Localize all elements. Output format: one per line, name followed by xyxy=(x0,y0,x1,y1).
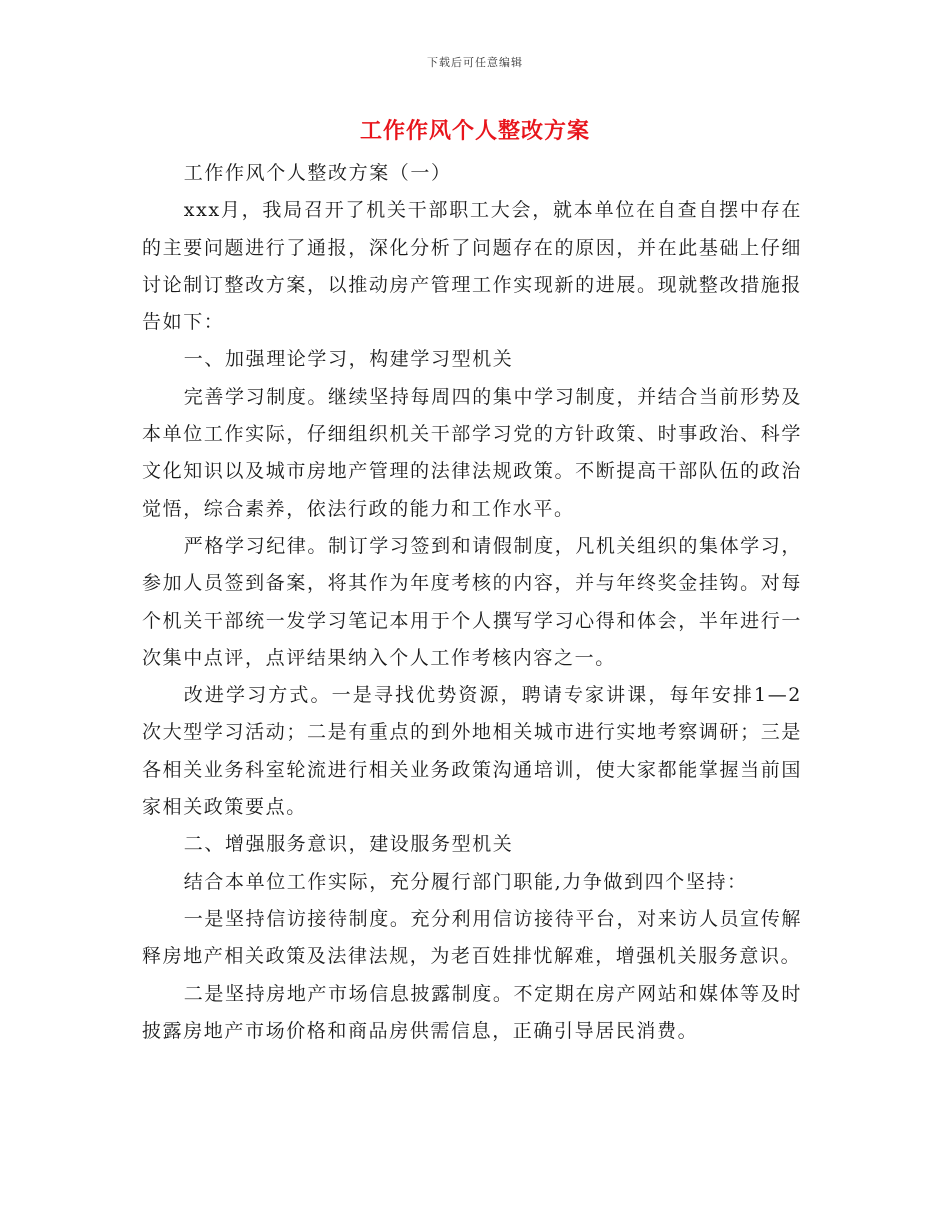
paragraph-intro: xxx月，我局召开了机关干部职工大会，就本单位在自查自摆中存在的主要问题进行了通报，深化分析了问题存在的原因，并在此基础上仔细讨论制订整改方案，以推动房产管理工作实现新的进展。现就整改措施报告如下： xyxy=(142,199,802,334)
section-heading-1: 一、加强理论学习，构建学习型机关 xyxy=(183,348,514,371)
paragraph-study-method: 改进学习方式。一是寻找优势资源，聘请专家讲课，每年安排1—2次大型学习活动；二是有重点的到外地相关城市进行实地考察调研；三是各相关业务科室轮流进行相关业务政策沟通培训，使大家都能掌握当前国家相关政策要点。 xyxy=(142,684,802,819)
document-title: 工作作风个人整改方案 xyxy=(359,118,590,144)
paragraph-disclosure: 二是坚持房地产市场信息披露制度。不定期在房产网站和媒体等及时披露房地产市场价格和商品房供需信息，正确引导居民消费。 xyxy=(142,982,802,1042)
paragraph-study-discipline: 严格学习纪律。制订学习签到和请假制度，凡机关组织的集体学习，参加人员签到备案，将其作为年度考核的内容，并与年终奖金挂钩。对每个机关干部统一发学习笔记本用于个人撰写学习心得和体会，半年进行一次集中点评，点评结果纳入个人工作考核内容之一。 xyxy=(142,534,802,669)
page-header-note: 下载后可任意编辑 xyxy=(427,56,523,69)
paragraph-petition: 一是坚持信访接待制度。充分利用信访接待平台，对来访人员宣传解释房地产相关政策及法律法规，为老百姓排忧解难，增强机关服务意识。 xyxy=(142,907,802,968)
paragraph-study-system: 完善学习制度。继续坚持每周四的集中学习制度，并结合当前形势及本单位工作实际，仔细组织机关干部学习党的方针政策、时事政治、科学文化知识以及城市房地产管理的法律法规政策。不断提高干部队伍的政治觉悟，综合素养，依法行政的能力和工作水平。 xyxy=(142,385,802,520)
paragraph-subtitle: 工作作风个人整改方案（一） xyxy=(183,162,452,184)
section-heading-2: 二、增强服务意识，建设服务型机关 xyxy=(183,833,514,856)
document-body xyxy=(142,155,802,1050)
paragraph-service-intro: 结合本单位工作实际，充分履行部门职能,力争做到四个坚持： xyxy=(183,870,748,893)
